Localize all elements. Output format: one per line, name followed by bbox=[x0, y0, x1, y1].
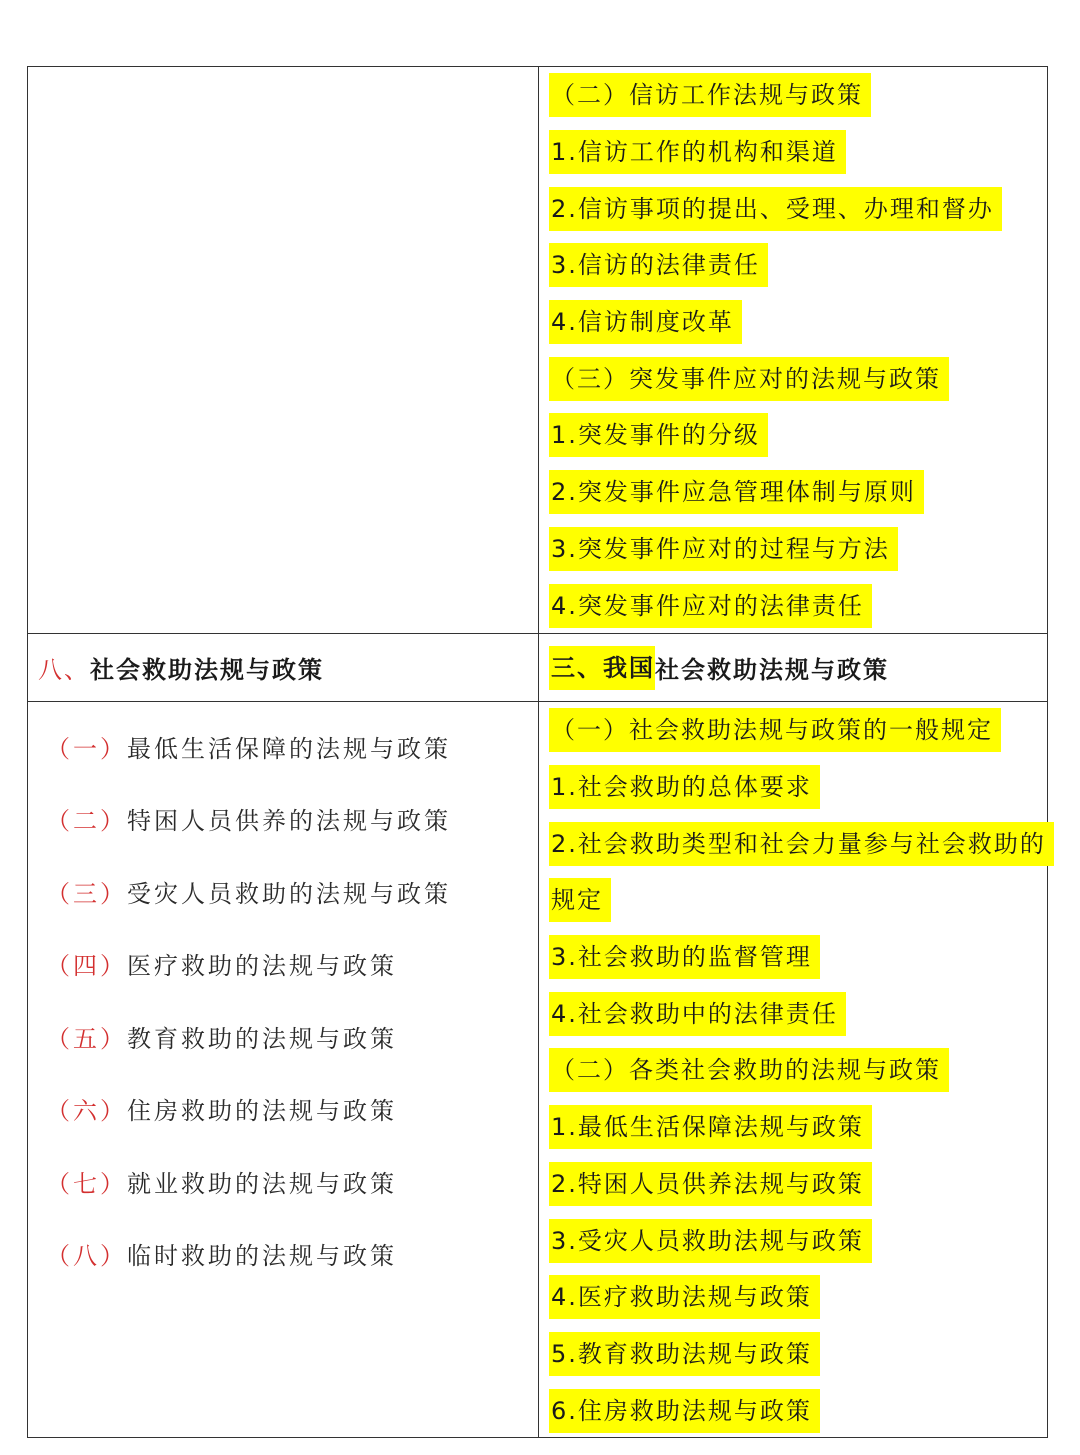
list-item bbox=[46, 1073, 451, 1146]
list-item bbox=[549, 180, 1002, 237]
cell-heading-left bbox=[28, 634, 538, 701]
highlighted-text: 4.信访制度改革 bbox=[549, 300, 742, 344]
list-item bbox=[46, 1145, 451, 1218]
list-item bbox=[549, 759, 1054, 816]
list-item bbox=[549, 350, 1002, 407]
highlighted-text: 1.突发事件的分级 bbox=[549, 413, 768, 457]
item-number: （八） bbox=[46, 1242, 127, 1271]
highlighted-text: 3.社会救助的监督管理 bbox=[549, 935, 820, 979]
highlighted-text: 1.信访工作的机构和渠道 bbox=[549, 130, 846, 174]
section-heading-right bbox=[549, 634, 889, 701]
cell-bottom-left bbox=[28, 702, 538, 1438]
section-title: 社会救助法规与政策 bbox=[655, 656, 889, 684]
highlighted-text: 5.教育救助法规与政策 bbox=[549, 1332, 820, 1376]
list-item bbox=[549, 1156, 1054, 1213]
highlighted-text: （一）社会救助法规与政策的一般规定 bbox=[549, 708, 1001, 752]
item-text: 医疗救助的法规与政策 bbox=[127, 952, 397, 981]
item-text: 临时救助的法规与政策 bbox=[127, 1242, 397, 1271]
cell-heading-right bbox=[539, 634, 1048, 701]
top-right-list bbox=[549, 67, 1002, 634]
highlighted-text: （二）各类社会救助的法规与政策 bbox=[549, 1048, 949, 1092]
cell-top-left-empty bbox=[28, 67, 538, 633]
highlighted-text: （三）突发事件应对的法规与政策 bbox=[549, 357, 949, 401]
cell-bottom-right bbox=[539, 702, 1048, 1438]
list-item bbox=[549, 1099, 1054, 1156]
item-number: （三） bbox=[46, 879, 127, 908]
highlighted-text: （二）信访工作法规与政策 bbox=[549, 73, 871, 117]
item-number: （五） bbox=[46, 1024, 127, 1053]
item-text: 住房救助的法规与政策 bbox=[127, 1097, 397, 1126]
list-item bbox=[549, 985, 1054, 1042]
list-item bbox=[549, 67, 1002, 124]
list-item bbox=[549, 1382, 1054, 1439]
bottom-left-list bbox=[46, 710, 451, 1290]
list-item bbox=[46, 1218, 451, 1291]
list-item bbox=[549, 815, 1054, 872]
highlighted-text: 规定 bbox=[549, 878, 611, 922]
list-item bbox=[549, 294, 1002, 351]
list-item bbox=[549, 1212, 1054, 1269]
highlighted-text: 6.住房救助法规与政策 bbox=[549, 1389, 820, 1433]
bottom-right-list bbox=[549, 702, 1054, 1439]
highlighted-text: 1.最低生活保障法规与政策 bbox=[549, 1105, 872, 1149]
item-text: 教育救助的法规与政策 bbox=[127, 1024, 397, 1053]
item-number: （七） bbox=[46, 1169, 127, 1198]
item-text: 受灾人员救助的法规与政策 bbox=[127, 879, 451, 908]
highlighted-text: 3.突发事件应对的过程与方法 bbox=[549, 527, 898, 571]
item-number: （一） bbox=[46, 734, 127, 763]
item-text: 最低生活保障的法规与政策 bbox=[127, 734, 451, 763]
highlighted-text: 4.社会救助中的法律责任 bbox=[549, 992, 846, 1036]
list-item bbox=[46, 855, 451, 928]
highlighted-text: 2.突发事件应急管理体制与原则 bbox=[549, 470, 924, 514]
highlighted-text: 2.特困人员供养法规与政策 bbox=[549, 1162, 872, 1206]
list-item bbox=[549, 577, 1002, 634]
list-item bbox=[549, 1042, 1054, 1099]
highlighted-heading-part: 三、我国 bbox=[549, 646, 655, 690]
list-item bbox=[46, 783, 451, 856]
item-text: 特困人员供养的法规与政策 bbox=[127, 807, 451, 836]
list-item bbox=[549, 1326, 1054, 1383]
highlighted-text: 3.信访的法律责任 bbox=[549, 243, 768, 287]
highlighted-text: 3.受灾人员救助法规与政策 bbox=[549, 1219, 872, 1263]
highlighted-text: 2.社会救助类型和社会力量参与社会救助的 bbox=[549, 822, 1054, 866]
item-number: （二） bbox=[46, 807, 127, 836]
item-number: （四） bbox=[46, 952, 127, 981]
highlighted-text: 4.医疗救助法规与政策 bbox=[549, 1275, 820, 1319]
highlighted-text: 2.信访事项的提出、受理、办理和督办 bbox=[549, 187, 1002, 231]
section-heading-left bbox=[38, 634, 324, 701]
list-item bbox=[549, 521, 1002, 578]
list-item bbox=[46, 928, 451, 1001]
section-title: 社会救助法规与政策 bbox=[90, 656, 324, 684]
highlighted-text: 4.突发事件应对的法律责任 bbox=[549, 584, 872, 628]
list-item bbox=[549, 1269, 1054, 1326]
list-item bbox=[549, 872, 1054, 929]
list-item bbox=[549, 929, 1054, 986]
cell-top-right bbox=[539, 67, 1048, 633]
highlighted-text: 1.社会救助的总体要求 bbox=[549, 765, 820, 809]
list-item bbox=[46, 1000, 451, 1073]
item-text: 就业救助的法规与政策 bbox=[127, 1169, 397, 1198]
list-item bbox=[549, 124, 1002, 181]
list-item bbox=[549, 407, 1002, 464]
section-number: 八、 bbox=[38, 656, 90, 684]
list-item bbox=[46, 710, 451, 783]
list-item bbox=[549, 464, 1002, 521]
outline-table bbox=[27, 66, 1048, 1438]
list-item bbox=[549, 702, 1054, 759]
list-item bbox=[549, 237, 1002, 294]
item-number: （六） bbox=[46, 1097, 127, 1126]
